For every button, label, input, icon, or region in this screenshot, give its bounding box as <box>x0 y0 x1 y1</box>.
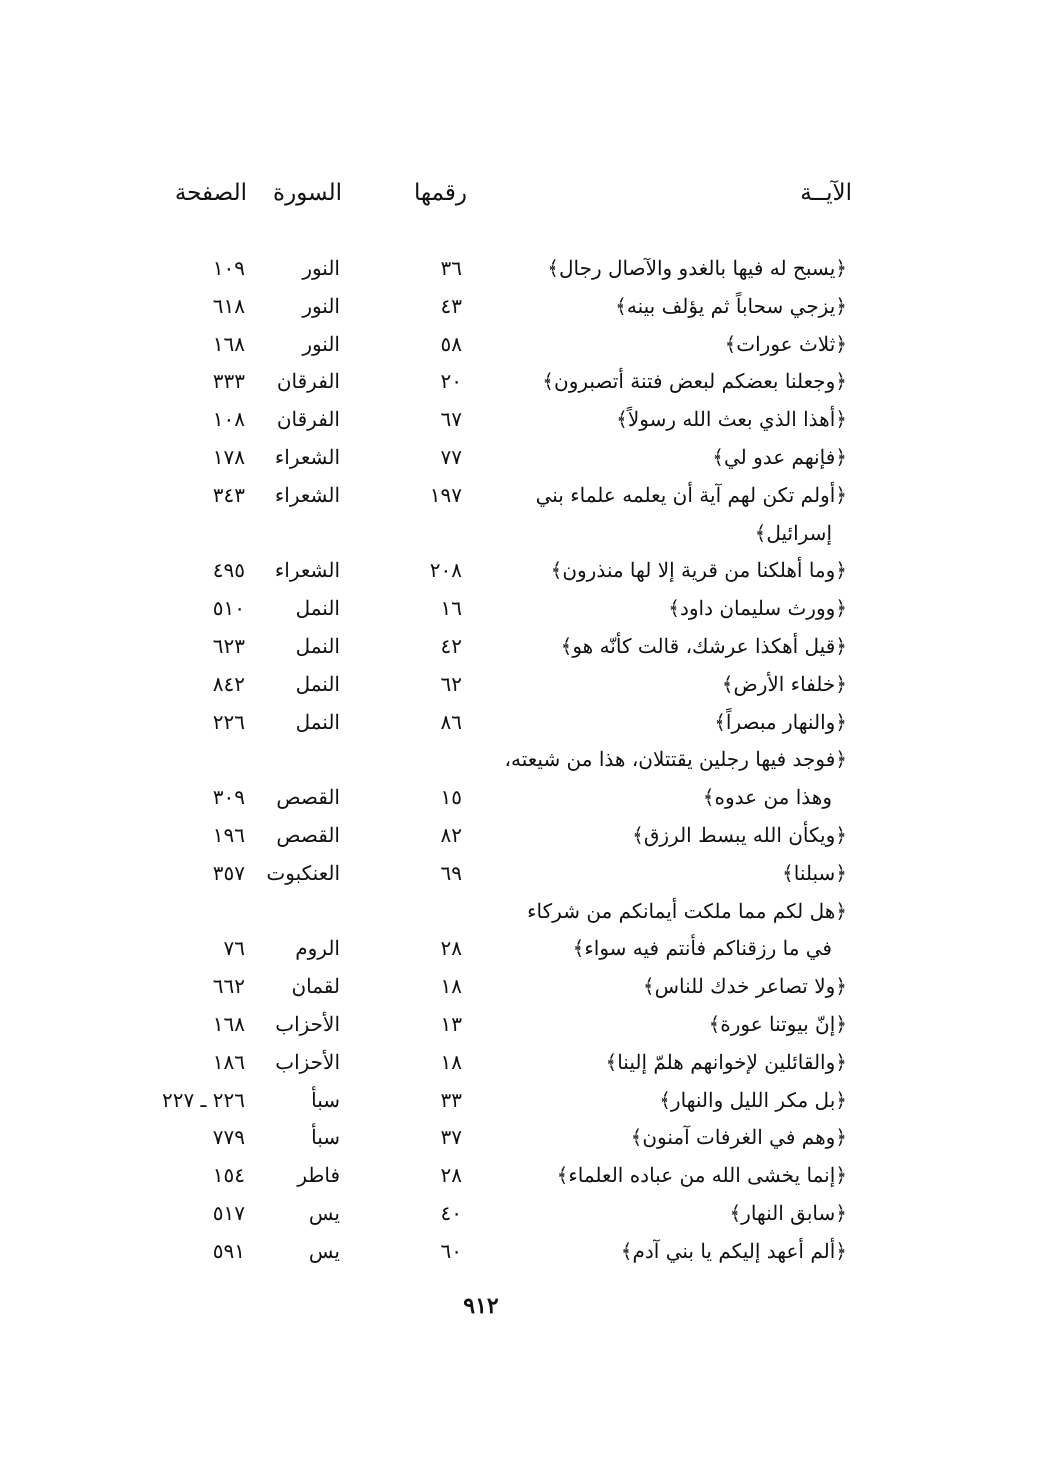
page-ref: ٢٢٦ ـ ٢٢٧ <box>161 1087 245 1112</box>
header-page: الصفحة <box>174 180 247 206</box>
header-number: رقمها <box>413 180 467 206</box>
surah-name: النمل <box>295 634 340 658</box>
ayah-text: ﴿بل مكر الليل والنهار﴾ <box>659 1087 847 1112</box>
ayah-number: ١٥ <box>440 785 462 810</box>
ayah-number: ٧٧ <box>440 445 462 469</box>
page-ref: ٤٩٥ <box>212 558 245 583</box>
ayah-text: ﴿وهم في الغرفات آمنون﴾ <box>630 1125 847 1150</box>
page-number: ٩١٢ <box>463 1293 499 1319</box>
page-ref: ٦٦٢ <box>212 974 245 999</box>
surah-name: الفرقان <box>276 407 340 432</box>
page-ref: ٥١٧ <box>212 1201 245 1225</box>
ayah-text: ﴿خلفاء الأرض﴾ <box>721 671 847 696</box>
page-ref: ٣٤٣ <box>212 482 245 507</box>
surah-name: لقمان <box>291 974 340 999</box>
ayah-number: ٦٠ <box>440 1238 462 1263</box>
page-ref: ١٠٩ <box>212 256 245 280</box>
ayah-text-continued: في ما رزقناكم فأنتم فيه سواء﴾ <box>572 936 832 961</box>
ayah-number: ٣٧ <box>440 1125 462 1150</box>
surah-name: النور <box>302 256 340 280</box>
ayah-text: ﴿وورث سليمان داود﴾ <box>668 596 847 621</box>
ayah-number: ٣٦ <box>440 256 462 280</box>
surah-name: الشعراء <box>274 482 340 507</box>
ayah-text: ﴿يسبح له فيها بالغدو والآصال رجال﴾ <box>547 256 847 280</box>
ayah-number: ٦٢ <box>440 671 462 696</box>
surah-name: الأحزاب <box>275 1012 340 1036</box>
ayah-text: ﴿والقائلين لإخوانهم هلمّ إلينا﴾ <box>605 1049 847 1074</box>
ayah-text-continued: وهذا من عدوه﴾ <box>702 785 832 810</box>
page-ref: ٥٩١ <box>212 1238 245 1263</box>
page-ref: ٣٠٩ <box>212 785 245 810</box>
page-ref: ٢٢٦ <box>212 709 245 734</box>
ayah-text: ﴿أولم تكن لهم آية أن يعلمه علماء بني <box>535 482 847 507</box>
page-ref: ١٦٨ <box>212 1012 245 1036</box>
header-surah: السورة <box>273 180 342 206</box>
ayah-number: ١٣ <box>440 1012 462 1036</box>
page-ref: ٨٤٢ <box>212 671 245 696</box>
surah-name: الأحزاب <box>275 1049 340 1074</box>
page-ref: ٣٣٣ <box>212 369 245 394</box>
surah-name: الفرقان <box>276 369 340 394</box>
surah-name: العنكبوت <box>266 860 340 885</box>
header-ayah: الآيــة <box>800 180 852 206</box>
ayah-number: ٢٨ <box>440 1163 462 1188</box>
ayah-number: ٨٢ <box>440 823 462 847</box>
ayah-text: ﴿فوجد فيها رجلين يقتتلان، هذا من شيعته، <box>504 747 847 772</box>
surah-name: فاطر <box>297 1163 340 1188</box>
ayah-number: ١٩٧ <box>429 482 462 507</box>
ayah-text: ﴿ثلاث عورات﴾ <box>724 331 847 356</box>
ayah-text: ﴿ويكأن الله يبسط الرزق﴾ <box>632 823 847 847</box>
ayah-text: ﴿إنما يخشى الله من عباده العلماء﴾ <box>556 1163 847 1188</box>
ayah-text: ﴿وجعلنا بعضكم لبعض فتنة أتصبرون﴾ <box>542 369 847 394</box>
page-ref: ١٧٨ <box>212 445 245 469</box>
ayah-number: ٦٧ <box>440 407 462 432</box>
ayah-text: ﴿إنّ بيوتنا عورة﴾ <box>708 1012 847 1036</box>
ayah-text: ﴿وما أهلكنا من قرية إلا لها منذرون﴾ <box>550 558 847 583</box>
ayah-text: ﴿ولا تصاعر خدك للناس﴾ <box>642 974 847 999</box>
ayah-text: ﴿سبلنا﴾ <box>782 860 847 885</box>
ayah-text: ﴿ألم أعهد إليكم يا بني آدم﴾ <box>620 1238 847 1263</box>
ayah-text: ﴿والنهار مبصراً﴾ <box>714 709 847 734</box>
surah-name: النمل <box>295 596 340 621</box>
page-ref: ١٦٨ <box>212 331 245 356</box>
ayah-number: ١٦ <box>440 596 462 621</box>
page-ref: ٦١٨ <box>212 293 245 318</box>
ayah-text-continued: إسرائيل﴾ <box>754 520 832 545</box>
ayah-number: ٢٠ <box>440 369 462 394</box>
ayah-text: ﴿سابق النهار﴾ <box>729 1201 847 1225</box>
surah-name: يس <box>308 1238 340 1263</box>
ayah-number: ٤٢ <box>440 634 462 658</box>
page-ref: ٧٧٩ <box>212 1125 245 1150</box>
ayah-number: ٢٨ <box>440 936 462 961</box>
surah-name: الروم <box>295 936 340 961</box>
ayah-number: ٨٦ <box>440 709 462 734</box>
ayah-number: ٢٠٨ <box>429 558 462 583</box>
page-ref: ٣٥٧ <box>212 860 245 885</box>
page-ref: ٧٦ <box>223 936 245 961</box>
surah-name: سبأ <box>311 1087 340 1112</box>
page-ref: ٥١٠ <box>212 596 245 621</box>
ayah-text: ﴿فإنهم عدو لي﴾ <box>712 445 847 469</box>
ayah-number: ١٨ <box>440 974 462 999</box>
surah-name: الشعراء <box>274 445 340 469</box>
ayah-number: ٣٣ <box>440 1087 462 1112</box>
ayah-number: ١٨ <box>440 1049 462 1074</box>
page-ref: ١٨٦ <box>212 1049 245 1074</box>
ayah-text: ﴿أهذا الذي بعث الله رسولاً﴾ <box>616 407 847 432</box>
surah-name: النمل <box>295 709 340 734</box>
surah-name: القصص <box>276 823 340 847</box>
surah-name: سبأ <box>311 1125 340 1150</box>
ayah-number: ٤٠ <box>440 1201 462 1225</box>
surah-name: النور <box>302 331 340 356</box>
page-ref: ١٩٦ <box>212 823 245 847</box>
ayah-text: ﴿يزجي سحاباً ثم يؤلف بينه﴾ <box>615 293 847 318</box>
page-ref: ١٥٤ <box>212 1163 245 1188</box>
surah-name: يس <box>308 1201 340 1225</box>
ayah-text: ﴿قيل أهكذا عرشك، قالت كأنّه هو﴾ <box>560 634 847 658</box>
surah-name: النمل <box>295 671 340 696</box>
surah-name: النور <box>302 293 340 318</box>
ayah-text: ﴿هل لكم مما ملكت أيمانكم من شركاء <box>527 898 847 923</box>
ayah-number: ٦٩ <box>440 860 462 885</box>
page-ref: ٦٢٣ <box>212 634 245 658</box>
ayah-number: ٤٣ <box>440 293 462 318</box>
surah-name: الشعراء <box>274 558 340 583</box>
ayah-number: ٥٨ <box>440 331 462 356</box>
surah-name: القصص <box>276 785 340 810</box>
page-ref: ١٠٨ <box>212 407 245 432</box>
